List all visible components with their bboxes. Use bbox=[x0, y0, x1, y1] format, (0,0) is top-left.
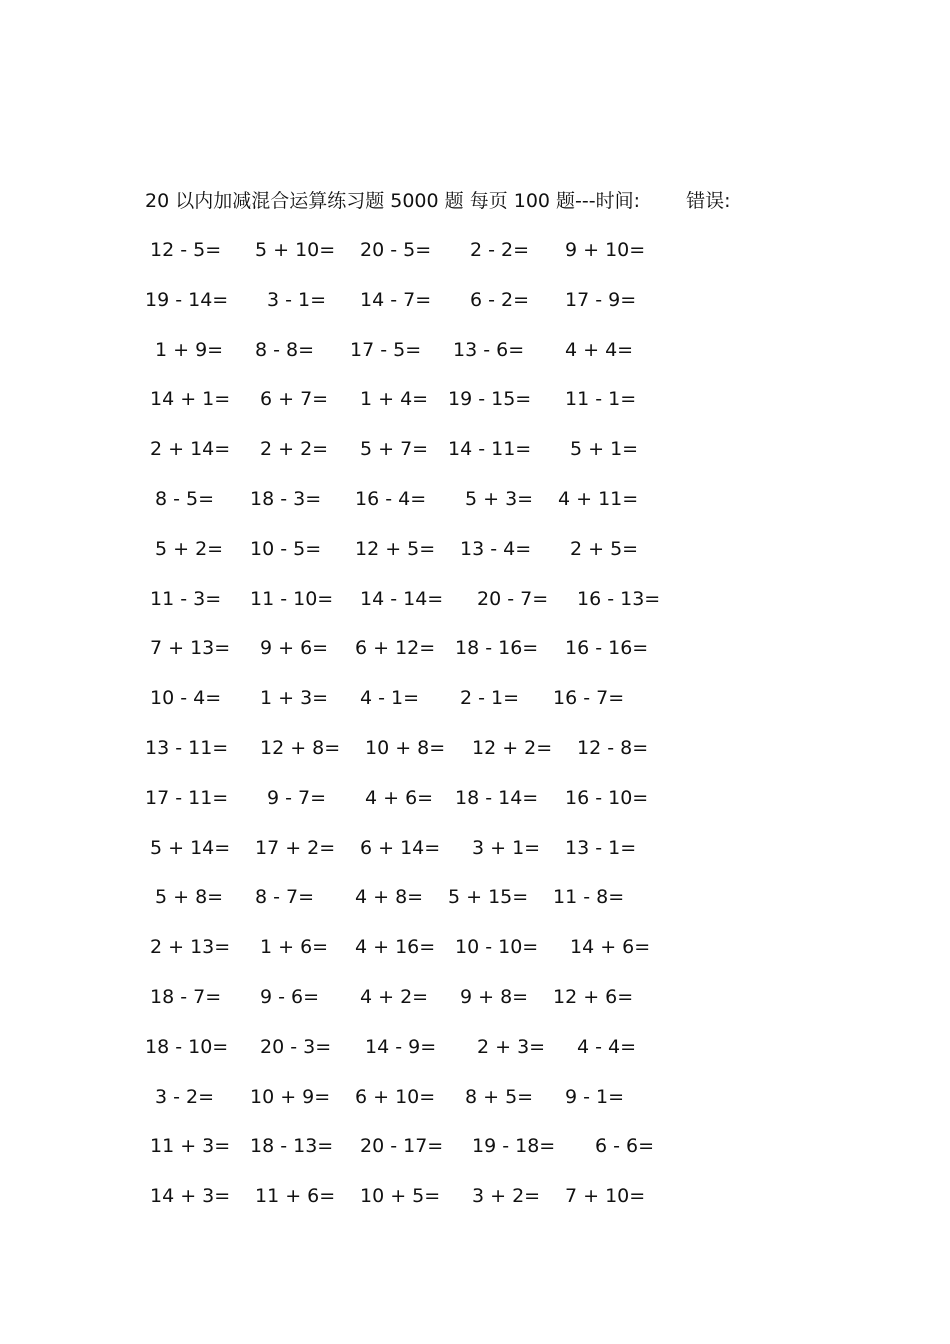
problem-row bbox=[145, 1131, 705, 1181]
problem-row bbox=[145, 335, 705, 385]
problem-item: 4 + 2= bbox=[360, 985, 429, 1008]
problem-item: 16 - 16= bbox=[565, 637, 649, 660]
problem-item: 14 - 14= bbox=[360, 587, 444, 610]
problem-row bbox=[145, 882, 705, 932]
problem-item: 2 + 3= bbox=[477, 1035, 546, 1058]
problem-item: 16 - 10= bbox=[565, 786, 649, 809]
problem-item: 14 + 1= bbox=[150, 388, 231, 411]
problem-item: 20 - 5= bbox=[360, 239, 432, 261]
problem-row bbox=[145, 982, 705, 1032]
problem-item: 20 - 7= bbox=[477, 587, 549, 610]
problem-item: 10 + 8= bbox=[365, 736, 446, 759]
problem-item: 13 - 1= bbox=[565, 836, 637, 859]
problem-item: 12 + 8= bbox=[260, 736, 341, 759]
problem-item: 14 + 3= bbox=[150, 1185, 231, 1208]
problem-item: 18 - 13= bbox=[250, 1135, 334, 1158]
problem-row bbox=[145, 484, 705, 534]
problem-row bbox=[145, 932, 705, 982]
problem-item: 12 + 5= bbox=[355, 537, 436, 560]
problem-item: 2 + 14= bbox=[150, 438, 231, 461]
problem-item: 14 - 7= bbox=[360, 288, 432, 311]
problem-item: 4 - 4= bbox=[577, 1035, 637, 1058]
problem-item: 2 + 2= bbox=[260, 438, 329, 461]
problem-item: 12 + 2= bbox=[472, 736, 553, 759]
problem-item: 5 + 15= bbox=[448, 886, 529, 909]
problem-item: 2 + 13= bbox=[150, 936, 231, 959]
problem-item: 18 - 3= bbox=[250, 487, 322, 510]
problem-row bbox=[145, 434, 705, 484]
problem-item: 12 - 8= bbox=[577, 736, 649, 759]
problem-item: 6 + 12= bbox=[355, 637, 436, 660]
problem-item: 6 - 2= bbox=[470, 288, 530, 311]
problem-item: 19 - 14= bbox=[145, 288, 229, 311]
problem-item: 3 - 1= bbox=[267, 288, 327, 311]
problem-item: 4 + 16= bbox=[355, 936, 436, 959]
problem-item: 11 - 1= bbox=[565, 388, 637, 411]
problem-row bbox=[145, 235, 705, 285]
problem-item: 7 + 13= bbox=[150, 637, 231, 660]
problem-item: 10 - 5= bbox=[250, 537, 322, 560]
problem-item: 16 - 7= bbox=[553, 687, 625, 710]
problem-item: 10 - 4= bbox=[150, 687, 222, 710]
problem-item: 14 - 11= bbox=[448, 438, 532, 461]
problem-item: 5 + 10= bbox=[255, 239, 336, 261]
problem-grid bbox=[145, 235, 705, 1231]
problem-item: 10 - 10= bbox=[455, 936, 539, 959]
problem-item: 4 + 4= bbox=[565, 338, 634, 361]
problem-item: 9 - 6= bbox=[260, 985, 320, 1008]
problem-item: 11 - 8= bbox=[553, 886, 625, 909]
problem-item: 6 + 14= bbox=[360, 836, 441, 859]
problem-item: 3 + 2= bbox=[472, 1185, 541, 1208]
problem-item: 14 + 6= bbox=[570, 936, 651, 959]
problem-item: 1 + 6= bbox=[260, 936, 329, 959]
problem-item: 6 + 10= bbox=[355, 1085, 436, 1108]
problem-item: 4 + 6= bbox=[365, 786, 434, 809]
problem-item: 1 + 4= bbox=[360, 388, 429, 411]
problem-row bbox=[145, 733, 705, 783]
problem-item: 11 + 6= bbox=[255, 1185, 336, 1208]
problem-item: 5 + 1= bbox=[570, 438, 639, 461]
problem-item: 13 - 11= bbox=[145, 736, 229, 759]
problem-item: 10 + 9= bbox=[250, 1085, 331, 1108]
problem-item: 20 - 3= bbox=[260, 1035, 332, 1058]
problem-item: 19 - 18= bbox=[472, 1135, 556, 1158]
problem-item: 18 - 7= bbox=[150, 985, 222, 1008]
problem-item: 1 + 9= bbox=[155, 338, 224, 361]
problem-item: 17 + 2= bbox=[255, 836, 336, 859]
problem-row bbox=[145, 534, 705, 584]
problem-row bbox=[145, 1181, 705, 1231]
problem-item: 4 - 1= bbox=[360, 687, 420, 710]
problem-item: 18 - 16= bbox=[455, 637, 539, 660]
problem-row bbox=[145, 683, 705, 733]
problem-item: 8 - 5= bbox=[155, 487, 215, 510]
problem-item: 14 - 9= bbox=[365, 1035, 437, 1058]
problem-item: 6 + 7= bbox=[260, 388, 329, 411]
problem-item: 9 - 1= bbox=[565, 1085, 625, 1108]
problem-item: 4 + 8= bbox=[355, 886, 424, 909]
problem-item: 8 - 7= bbox=[255, 886, 315, 909]
problem-item: 5 + 3= bbox=[465, 487, 534, 510]
problem-row bbox=[145, 285, 705, 335]
problem-row bbox=[145, 833, 705, 883]
problem-item: 17 - 9= bbox=[565, 288, 637, 311]
problem-item: 12 + 6= bbox=[553, 985, 634, 1008]
problem-item: 13 - 6= bbox=[453, 338, 525, 361]
worksheet-title: 20 以内加减混合运算练习题 5000 题 每页 100 题---时间: bbox=[145, 190, 641, 212]
problem-item: 4 + 11= bbox=[558, 487, 639, 510]
problem-item: 11 + 3= bbox=[150, 1135, 231, 1158]
problem-row bbox=[145, 1032, 705, 1082]
problem-item: 2 + 5= bbox=[570, 537, 639, 560]
problem-item: 10 + 5= bbox=[360, 1185, 441, 1208]
problem-item: 5 + 8= bbox=[155, 886, 224, 909]
problem-item: 9 - 7= bbox=[267, 786, 327, 809]
problem-item: 5 + 7= bbox=[360, 438, 429, 461]
problem-item: 1 + 3= bbox=[260, 687, 329, 710]
problem-row bbox=[145, 384, 705, 434]
problem-item: 2 - 2= bbox=[470, 239, 530, 261]
problem-item: 11 - 10= bbox=[250, 587, 334, 610]
problem-item: 18 - 14= bbox=[455, 786, 539, 809]
problem-item: 16 - 4= bbox=[355, 487, 427, 510]
problem-row bbox=[145, 1082, 705, 1132]
problem-item: 6 - 6= bbox=[595, 1135, 655, 1158]
worksheet-header bbox=[145, 186, 730, 216]
problem-item: 16 - 13= bbox=[577, 587, 661, 610]
problem-row bbox=[145, 584, 705, 634]
problem-item: 17 - 5= bbox=[350, 338, 422, 361]
problem-item: 18 - 10= bbox=[145, 1035, 229, 1058]
problem-row bbox=[145, 783, 705, 833]
problem-item: 12 - 5= bbox=[150, 239, 222, 261]
problem-item: 5 + 14= bbox=[150, 836, 231, 859]
problem-item: 9 + 8= bbox=[460, 985, 529, 1008]
problem-item: 11 - 3= bbox=[150, 587, 222, 610]
problem-item: 9 + 10= bbox=[565, 239, 646, 261]
problem-item: 19 - 15= bbox=[448, 388, 532, 411]
problem-item: 8 - 8= bbox=[255, 338, 315, 361]
problem-item: 13 - 4= bbox=[460, 537, 532, 560]
problem-row bbox=[145, 633, 705, 683]
problem-item: 3 - 2= bbox=[155, 1085, 215, 1108]
problem-item: 5 + 2= bbox=[155, 537, 224, 560]
problem-item: 2 - 1= bbox=[460, 687, 520, 710]
problem-item: 9 + 6= bbox=[260, 637, 329, 660]
problem-item: 8 + 5= bbox=[465, 1085, 534, 1108]
error-count-label: 错误: bbox=[686, 190, 731, 212]
problem-item: 7 + 10= bbox=[565, 1185, 646, 1208]
problem-item: 17 - 11= bbox=[145, 786, 229, 809]
problem-item: 3 + 1= bbox=[472, 836, 541, 859]
problem-item: 20 - 17= bbox=[360, 1135, 444, 1158]
